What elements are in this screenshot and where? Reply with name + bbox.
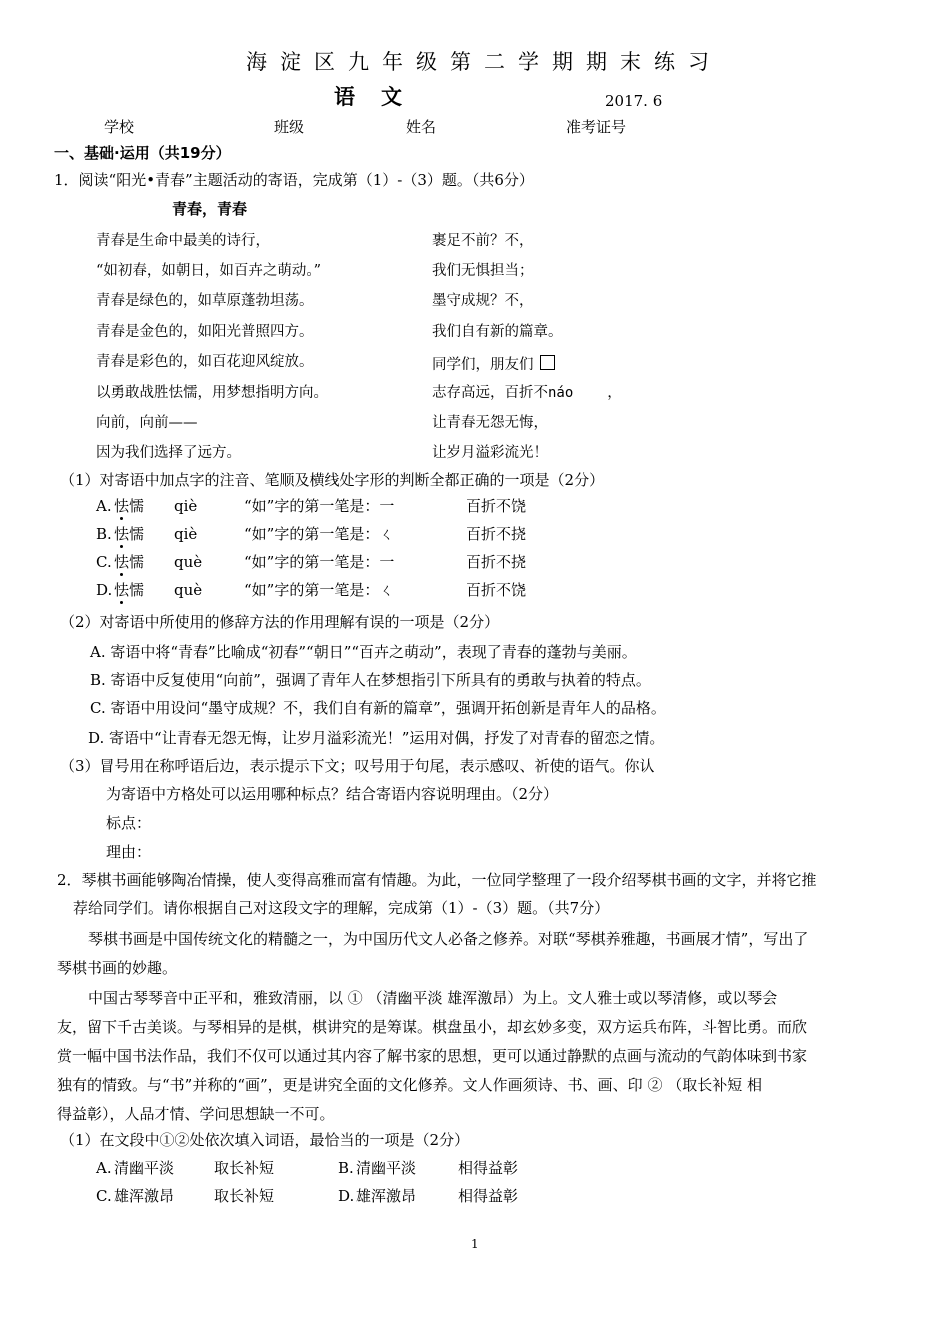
q2-stem-line2: 荐给同学们。请你根据自己对这段文字的理解，完成第（1）-（3）题。（共7分） [73,899,610,917]
field-class: 班级 [274,118,305,136]
option-word-2: 取长补短 [214,1159,275,1177]
option-word: 怯懦 [114,581,145,599]
option-idiom: 百折不挠 [466,525,527,543]
exam-title: 海淀区九年级第二学期期末练习 [246,50,722,74]
field-name: 姓名 [406,118,437,136]
field-exam-id: 准考证号 [566,118,627,136]
q1-sub3-stem-line2: 为寄语中方格处可以运用哪种标点？结合寄语内容说明理由。（2分） [106,785,559,803]
option-word-1: 雄浑激昂 [114,1187,175,1205]
q1-sub1-stem: （1）对寄语中加点字的注音、笔顺及横线处字形的判断全都正确的一项是（2分） [60,471,605,489]
option-idiom: 百折不饶 [466,581,527,599]
poem-right-line-text: 志存高远，百折不 [432,385,548,401]
option-word-1: 雄浑激昂 [356,1187,417,1205]
poem-left-line: 青春是彩色的，如百花迎风绽放。 [96,354,314,370]
option-pinyin: què [174,581,203,599]
q2-sub1-stem: （1）在文段中①②处依次填入词语，最恰当的一项是（2分） [60,1131,470,1149]
poem-title: 青春，青春 [172,200,248,218]
q1-sub2-stem: （2）对寄语中所使用的修辞方法的作用理解有误的一项是（2分） [60,613,500,631]
option-word-1: 清幽平淡 [114,1159,175,1177]
option-stroke: “如”字的第一笔是：ㄑ [244,525,395,543]
field-school: 学校 [104,118,135,136]
q1-sub2-option[interactable]: D. 寄语中“让青春无怨无悔，让岁月溢彩流光！”运用对偶，抒发了对青春的留恋之情。 [88,729,665,747]
poem-left-line: 青春是生命中最美的诗行， [96,233,270,249]
option-word: 怯懦 [114,525,145,543]
poem-left-line: 向前，向前—— [96,415,198,431]
poem-right-line: 让岁月溢彩流光！ [432,445,548,461]
option-pinyin: qiè [174,525,198,543]
q2-stem-line1: 2．琴棋书画能够陶冶情操，使人变得高雅而富有情趣。为此，一位同学整理了一段介绍琴棋书画的文字，并将它推 [57,871,817,889]
option-word-1: 清幽平淡 [356,1159,417,1177]
section-heading: 一、基础·运用（共19分） [54,144,231,162]
answer-label-reason: 理由： [106,843,152,861]
poem-right-line: 墨守成规？不， [432,293,534,309]
poem-right-line-with-pinyin [432,386,622,401]
poem-left-line: 青春是金色的，如阳光普照四方。 [96,324,314,340]
answer-field-reason[interactable] [152,841,852,863]
q2-para1-line: 琴棋书画是中国传统文化的精髓之一，为中国历代文人必备之修养。对联“琴棋养雅趣，书画展才情”，写出了 [88,930,809,948]
q2-para1-line: 琴棋书画的妙趣。 [57,959,178,977]
q1-sub1-option-letter[interactable]: A. [96,497,112,515]
dotted-char: 怯 [114,553,130,571]
dotted-char: 怯 [114,497,130,515]
option-word-2: 取长补短 [214,1187,275,1205]
page-number: 1 [471,1237,479,1251]
q2-sub1-option-letter[interactable]: C. [96,1187,112,1205]
subject-title: 语文 [334,85,428,109]
option-stroke: “如”字的第一笔是：一 [244,497,395,515]
option-word: 怯懦 [114,497,145,515]
q2-para2-line: 赏一幅中国书法作品，我们不仅可以通过其内容了解书家的思想，更可以通过静默的点画与流动的气韵体味到书家 [57,1047,808,1065]
q2-sub1-option-letter[interactable]: A. [96,1159,112,1177]
q1-sub2-option[interactable]: C. 寄语中用设问“墨守成规？不，我们自有新的篇章”，强调开拓创新是青年人的品格。 [90,699,666,717]
q1-sub1-option-letter[interactable]: D. [96,581,113,599]
option-idiom: 百折不挠 [466,553,527,571]
trailing-comma: ， [607,385,622,401]
answer-field-punctuation[interactable] [152,812,572,834]
q1-sub1-option-letter[interactable]: C. [96,553,112,571]
poem-right-line: 让青春无怨无悔， [432,415,548,431]
q2-sub1-option-letter[interactable]: B. [338,1159,354,1177]
q1-stem: 1．阅读“阳光•青春”主题活动的寄语，完成第（1）-（3）题。（共6分） [54,171,534,189]
poem-left-line: 以勇敢战胜怯懦，用梦想指明方向。 [96,385,328,401]
option-word-2: 相得益彰 [458,1159,519,1177]
q1-sub2-option[interactable]: B. 寄语中反复使用“向前”，强调了青年人在梦想指引下所具有的勇敢与执着的特点。 [90,671,651,689]
answer-label-punctuation: 标点： [106,814,152,832]
poem-left-line: “如初春，如朝日，如百卉之萌动。” [96,263,322,279]
option-stroke: “如”字的第一笔是：一 [244,553,395,571]
poem-right-line: 我们自有新的篇章。 [432,324,563,340]
q2-sub1-option-letter[interactable]: D. [338,1187,355,1205]
pinyin-nao: náo [548,385,574,401]
dotted-char: 怯 [114,581,130,599]
poem-left-line: 因为我们选择了远方。 [96,445,241,461]
option-pinyin: què [174,553,203,571]
dotted-char: 怯 [114,525,130,543]
poem-left-line: 青春是绿色的，如草原蓬勃坦荡。 [96,293,314,309]
q1-sub2-option[interactable]: A. 寄语中将“青春”比喻成“初春”“朝日”“百卉之萌动”，表现了青春的蓬勃与美丽。 [90,643,637,661]
q2-para2-line: 得益彰），人品才情、学问思想缺一不可。 [57,1105,335,1123]
q2-para2-line: 中国古琴琴音中正平和，雅致清丽，以 ① （清幽平淡 雄浑激昂）为上。文人雅士或以琴清修，或以琴会 [88,989,778,1007]
poem-right-line: 我们无惧担当； [432,263,534,279]
option-word: 怯懦 [114,553,145,571]
option-pinyin: qiè [174,497,198,515]
q1-sub3-stem-line1: （3）冒号用在称呼语后边，表示提示下文；叹号用于句尾，表示感叹、祈使的语气。你认 [60,757,655,775]
poem-right-line-with-blank [432,355,555,373]
q1-sub1-option-letter[interactable]: B. [96,525,112,543]
q2-para2-line: 独有的情致。与“书”并称的“画”，更是讲究全面的文化修养。文人作画须诗、书、画、印 ② （取长补短 相 [57,1076,762,1094]
option-idiom: 百折不饶 [466,497,527,515]
poem-right-line-text: 同学们，朋友们 [432,357,534,373]
poem-right-line: 裹足不前？不， [432,233,534,249]
exam-date: 2017. 6 [605,92,663,110]
option-word-2: 相得益彰 [458,1187,519,1205]
option-stroke: “如”字的第一笔是：ㄑ [244,581,395,599]
q2-para2-line: 友，留下千古美谈。与琴相异的是棋，棋讲究的是筹谋。棋盘虽小，却玄妙多变，双方运兵布阵，斗智比勇。而欣 [57,1018,808,1036]
punctuation-blank-box[interactable] [540,355,555,370]
